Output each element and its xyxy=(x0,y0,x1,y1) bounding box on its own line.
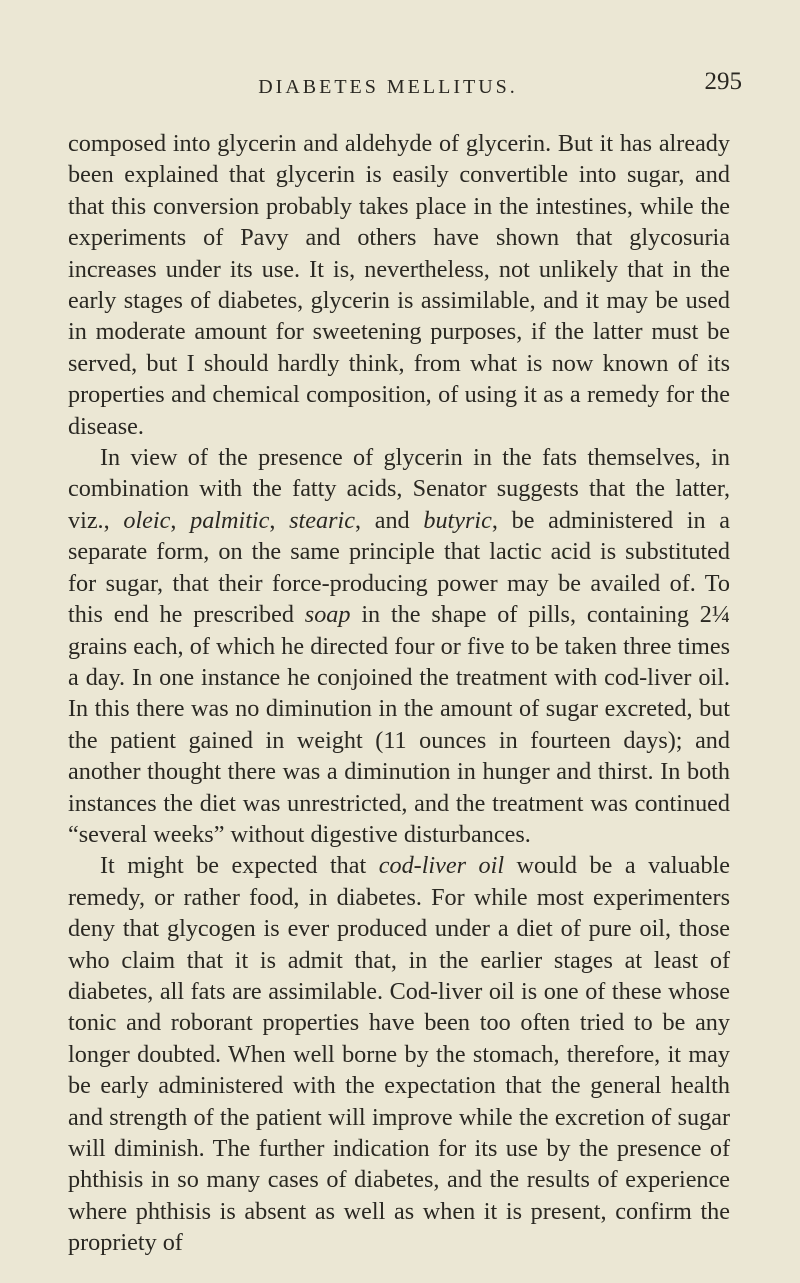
sep: , xyxy=(269,506,290,534)
term-stearic: stearic xyxy=(289,506,355,534)
term-butyric: butyric xyxy=(423,506,492,534)
paragraph-1: composed into glycerin and aldehyde of glycerin. But it has already been explained that glycerin is easily convertible into sugar, and that this conversion probably takes place in the intestines, while the experiments of Pavy and others have shown that glycosuria increases under its use. It is, nevertheless, not unlikely that in the early stages of diabetes, glycerin is assimilable, and it may be used in moderate amount for sweetening purposes, if the latter must be served, but I should hardly think, from what is now known of its properties and chemical composition, of using it as a remedy for the disease. xyxy=(68,130,730,440)
page-header xyxy=(68,68,742,108)
sep: , and xyxy=(354,506,424,534)
paragraph-3-text-a: It might be expected that xyxy=(100,852,379,880)
term-oleic: oleic xyxy=(123,506,171,534)
page-number: 295 xyxy=(704,68,742,95)
term-soap: soap xyxy=(304,601,351,629)
term-palmitic: palmitic xyxy=(190,506,270,534)
term-cod-liver-oil: cod-liver oil xyxy=(378,852,505,880)
paragraph-3-text-b: would be a valuable remedy, or rather food, in diabetes. For while most experimenters deny that glycogen is ever produced under a diet of pure oil, those who claim that it is admit that, in the earlier stages at least of diabetes, all fats are assimilable. Cod-liver oil is one of these whose tonic and roborant properties have been too often tried to be any longer doubted. When well borne by the stomach, therefore, it may be early administered with the expectation that the general health and strength of the patient will improve while the excretion of sugar will diminish. The further indication for its use by the presence of phthisis in so many cases of diabetes, and the results of experience where phthisis is absent as well as when it is present, confirm the propriety of xyxy=(68,852,730,1257)
paragraph-2-text-b: , be administered in a separate form, on the same principle that lactic acid is substituted for sugar, that their force-producing power may be availed of. To this end he prescribed xyxy=(68,506,730,629)
running-head: DIABETES MELLITUS. xyxy=(258,76,518,98)
paragraph-2-text-a: In view of the presence of glycerin in the fats themselves, in combination with the fatty acids, Senator suggests that the latter, viz., xyxy=(68,444,730,534)
paragraph-2-text-c: in the shape of pills, containing 2¼ grains each, of which he directed four or five to be taken three times a day. In one instance he conjoined the treatment with cod-liver oil. In this there was no diminution in the amount of sugar excreted, but the patient gained in weight (11 ounces in fourteen days); and another thought there was a diminution in hunger and thirst. In both instances the diet was unrestricted, and the treatment was continued “several weeks” without digestive disturbances. xyxy=(68,601,730,848)
body-text xyxy=(68,128,730,1259)
paragraph-3 xyxy=(68,850,730,1258)
sep: , xyxy=(170,506,191,534)
paragraph-2 xyxy=(68,442,730,850)
